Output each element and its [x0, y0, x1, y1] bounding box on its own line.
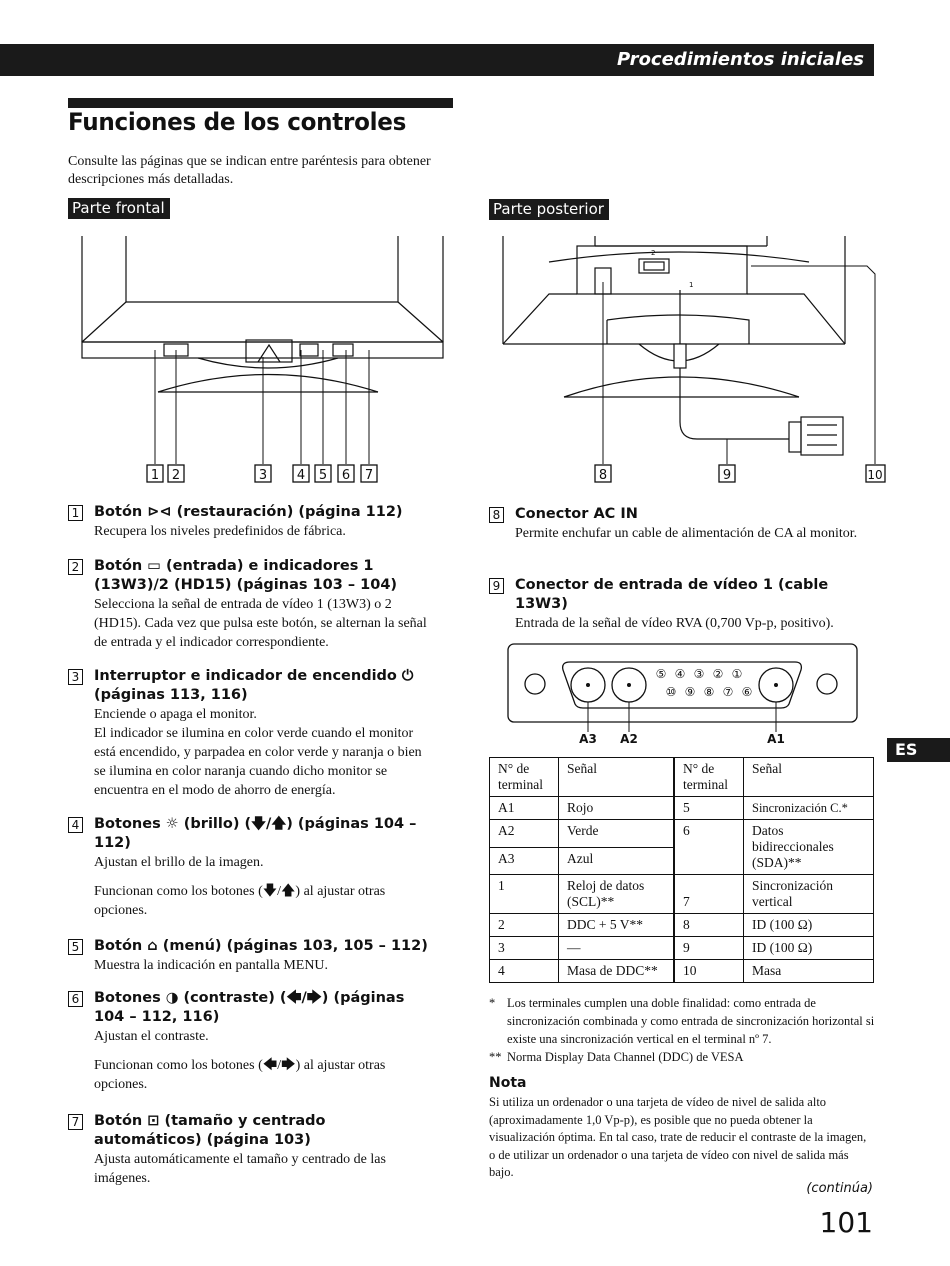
- pin-3: ③: [693, 667, 705, 681]
- footnotes: [489, 994, 877, 1066]
- table-cell: Sincronización vertical: [744, 875, 874, 914]
- callout-8: 8: [598, 468, 608, 483]
- item-5: 5 Botón ⌂ (menú) (páginas 103, 105 – 112) Muestra la indicación en pantalla MENU.: [68, 937, 436, 975]
- item-body: Entrada de la señal de vídeo RVA (0,700 Vp-p, positivo).: [515, 616, 834, 631]
- item-4: 4 Botones ☼ (brillo) (🡇/🡅) (páginas 104 – 112) Ajustan el brillo de la imagen. Funcionan como los botones (🡇/🡅) al ajustar otras opciones.: [68, 815, 436, 920]
- item-heading: Botón ⌂ (menú) (páginas 103, 105 – 112): [94, 938, 428, 954]
- label-a2: A2: [620, 732, 638, 746]
- item-body: Recupera los niveles predefinidos de fábrica.: [94, 524, 346, 539]
- table-cell: 2: [490, 914, 559, 937]
- item-heading: Conector de entrada de vídeo 1 (cable 13W3): [515, 577, 829, 612]
- callout-2: 2: [171, 468, 181, 483]
- intro-text: Consulte las páginas que se indican entre paréntesis para obtener descripciones más detalladas.: [68, 154, 431, 187]
- item-heading: Botón ⊡ (tamaño y centrado automáticos) (página 103): [94, 1113, 326, 1148]
- item-7: 7 Botón ⊡ (tamaño y centrado automáticos) (página 103) Ajusta automáticamente el tamaño y centrado de las imágenes.: [68, 1112, 436, 1188]
- table-cell: Verde: [559, 820, 675, 848]
- title-rule: [68, 98, 453, 108]
- table-cell: Rojo: [559, 797, 675, 820]
- callout-10: 10: [867, 468, 883, 482]
- item-9: 9 Conector de entrada de vídeo 1 (cable 13W3) Entrada de la señal de vídeo RVA (0,700 Vp-p, positivo).: [489, 576, 874, 633]
- table-row: [490, 914, 874, 937]
- table-cell: Datos bidireccionales (SDA)**: [744, 820, 874, 875]
- callout-1: 1: [150, 468, 160, 483]
- rear-tag: Parte posterior: [489, 199, 609, 220]
- table-cell: A1: [490, 797, 559, 820]
- item-body: Ajustan el contraste.: [94, 1029, 209, 1044]
- pin-2: ②: [712, 667, 724, 681]
- port-label-1: 1: [689, 281, 694, 289]
- table-cell: DDC + 5 V**: [559, 914, 675, 937]
- table-cell: 3: [490, 937, 559, 960]
- pin-1: ①: [731, 667, 743, 681]
- pin-5: ⑤: [655, 667, 667, 681]
- table-cell: 1: [490, 875, 559, 914]
- section-title: Procedimientos iniciales: [617, 49, 864, 70]
- item-body: Ajusta automáticamente el tamaño y centrado de las imágenes.: [94, 1152, 386, 1186]
- table-cell: 7: [674, 875, 744, 914]
- front-monitor-diagram: [68, 232, 453, 487]
- port-label-2: 2: [651, 249, 656, 257]
- continued-label: (continúa): [806, 1181, 873, 1196]
- callout-4: 4: [296, 468, 306, 483]
- item-heading: Interruptor e indicador de encendido ⏻ (páginas 113, 116): [94, 668, 414, 703]
- item-body: Muestra la indicación en pantalla MENU.: [94, 958, 329, 973]
- item-body: Selecciona la señal de entrada de vídeo 1 (13W3) o 2 (HD15). Cada vez que pulsa este botón, se alternan la señal de entrada y el indicador correspondiente.: [94, 597, 427, 650]
- connector-diagram: [505, 640, 860, 750]
- item-2: 2 Botón ▭ (entrada) e indicadores 1 (13W3)/2 (HD15) (páginas 103 – 104) Selecciona la señal de entrada de vídeo 1 (13W3) o 2 (HD15). Cada vez que pulsa este botón, se alternan la señal de entrada y el indicador correspondiente.: [68, 557, 436, 652]
- item-body: Funcionan como los botones (🡇/🡅) al ajustar otras opciones.: [94, 884, 386, 918]
- item-body: Ajustan el brillo de la imagen.: [94, 855, 264, 870]
- table-row: [490, 875, 874, 914]
- pin-10: ⑩: [665, 685, 677, 699]
- note-body: Si utiliza un ordenador o una tarjeta de vídeo de nivel de salida alto (aproximadamente 1,0 Vp-p), es posible que no pueda obtener la visualización óptima. En tal caso, trate de reducir el contraste de la imagen, o de utilizar un ordenador o una tarjeta de vídeo con nivel de salida más bajo.: [489, 1095, 867, 1179]
- item-3: 3 Interruptor e indicador de encendido ⏻ (páginas 113, 116) Enciende o apaga el monitor. El indicador se ilumina en color verde cuando el monitor está encendido, y parpadea en color verde y naranja o bien se ilumina en color naranja cuando dicho monitor se encuentra en el modo de ahorro de energía.: [68, 667, 436, 800]
- table-cell: —: [559, 937, 675, 960]
- table-cell: A2: [490, 820, 559, 848]
- table-cell: ID (100 Ω): [744, 914, 874, 937]
- table-header: N° de terminal: [490, 758, 559, 797]
- table-header: N° de terminal: [674, 758, 744, 797]
- language-tab: ES: [887, 738, 950, 762]
- table-row: [490, 960, 874, 983]
- table-header-row: [490, 758, 874, 797]
- item-heading: Conector AC IN: [515, 506, 638, 522]
- table-cell: Sincronización C.*: [744, 797, 874, 820]
- item-body: Permite enchufar un cable de alimentación de CA al monitor.: [515, 526, 858, 541]
- table-cell: Reloj de datos (SCL)**: [559, 875, 675, 914]
- table-header: Señal: [559, 758, 675, 797]
- pin-6: ⑥: [741, 685, 753, 699]
- callout-5: 5: [318, 468, 328, 483]
- item-6: 6 Botones ◑ (contraste) (🡄/🡆) (páginas 104 – 112, 116) Ajustan el contraste. Funcionan como los botones (🡄/🡆) al ajustar otras opciones.: [68, 989, 436, 1094]
- item-1: 1 Botón ⊳⊲ (restauración) (página 112) Recupera los niveles predefinidos de fábrica.: [68, 503, 436, 541]
- item-body: El indicador se ilumina en color verde cuando el monitor está encendido, y parpadea en color verde y naranja o bien se ilumina en color naranja cuando dicho monitor se encuentra en el modo de ahorro de energía.: [94, 726, 422, 798]
- table-cell: 4: [490, 960, 559, 983]
- item-heading: Botón ▭ (entrada) e indicadores 1 (13W3)/2 (HD15) (páginas 103 – 104): [94, 558, 398, 593]
- item-heading: Botón ⊳⊲ (restauración) (página 112): [94, 504, 403, 520]
- callout-7: 7: [364, 468, 374, 483]
- footnote: ** Norma Display Data Channel (DDC) de VESA: [489, 1050, 744, 1064]
- callout-3: 3: [258, 468, 268, 483]
- table-cell: 10: [674, 960, 744, 983]
- pin-assignment-table: [489, 757, 874, 983]
- table-cell: 6: [674, 820, 744, 875]
- table-row: [490, 797, 874, 820]
- table-cell: ID (100 Ω): [744, 937, 874, 960]
- label-a1: A1: [767, 732, 785, 746]
- table-cell: 9: [674, 937, 744, 960]
- rear-monitor-diagram: [489, 232, 889, 487]
- pin-4: ④: [674, 667, 686, 681]
- footnote: * Los terminales cumplen una doble finalidad: como entrada de sincronización combinada y como entrada de sincronización horizontal si existe una sincronización vertical en el terminal nº 7.: [489, 996, 875, 1046]
- page-title: Funciones de los controles: [68, 108, 406, 136]
- item-body: Enciende o apaga el monitor.: [94, 707, 257, 722]
- front-tag: Parte frontal: [68, 198, 170, 219]
- note-heading: Nota: [489, 1075, 527, 1091]
- table-header: Señal: [744, 758, 874, 797]
- table-cell: Masa: [744, 960, 874, 983]
- table-cell: 8: [674, 914, 744, 937]
- item-body: Funcionan como los botones (🡄/🡆) al ajustar otras opciones.: [94, 1058, 386, 1092]
- pin-9: ⑨: [684, 685, 696, 699]
- table-cell: Masa de DDC**: [559, 960, 675, 983]
- callout-9: 9: [722, 468, 732, 483]
- table-cell: Azul: [559, 847, 675, 875]
- pin-8: ⑧: [703, 685, 715, 699]
- pin-7: ⑦: [722, 685, 734, 699]
- item-8: 8 Conector AC IN Permite enchufar un cable de alimentación de CA al monitor.: [489, 505, 874, 543]
- table-row: [490, 937, 874, 960]
- table-cell: A3: [490, 847, 559, 875]
- label-a3: A3: [579, 732, 597, 746]
- page-number: 101: [819, 1206, 873, 1239]
- table-cell: 5: [674, 797, 744, 820]
- callout-6: 6: [341, 468, 351, 483]
- table-row: [490, 820, 874, 848]
- item-heading: Botones ◑ (contraste) (🡄/🡆) (páginas 104 – 112, 116): [94, 990, 405, 1025]
- item-heading: Botones ☼ (brillo) (🡇/🡅) (páginas 104 – 112): [94, 816, 417, 851]
